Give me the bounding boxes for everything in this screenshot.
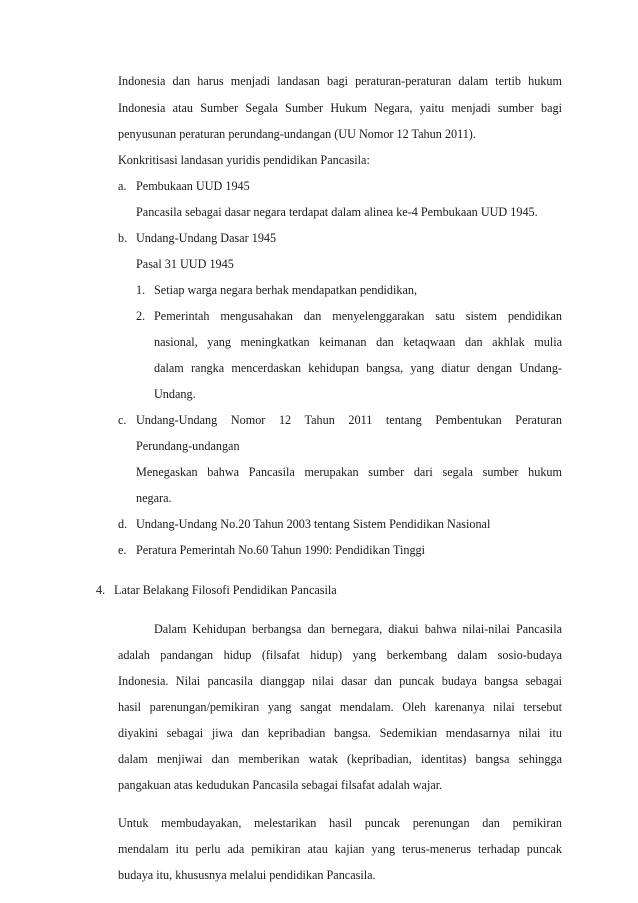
sub-list-label: 1. [136, 283, 146, 297]
paragraph-line: Dalam Kehidupan berbangsa dan bernegara, diakui bahwa nilai-nilai Pancasila [154, 622, 562, 636]
sub-list-item: nasional, yang meningkatkan keimanan dan ketaqwaan dan akhlak mulia [154, 335, 562, 349]
list-item-desc: Pasal 31 UUD 1945 [136, 257, 234, 271]
list-label: b. [118, 231, 128, 245]
paragraph-line: Indonesia atau Sumber Segala Sumber Hukum Negara, yaitu menjadi sumber bagi [118, 101, 562, 115]
list-item-title: Pembukaan UUD 1945 [136, 179, 250, 193]
list-label: d. [118, 517, 128, 531]
paragraph-line: Indonesia dan harus menjadi landasan bagi peraturan-peraturan dalam tertib hukum [118, 74, 562, 88]
sub-list-label: 2. [136, 309, 146, 323]
list-item-desc: Menegaskan bahwa Pancasila merupakan sumber dari segala sumber hukum [136, 465, 562, 479]
list-item-title: Peratura Pemerintah No.60 Tahun 1990: Pendidikan Tinggi [136, 543, 426, 557]
list-intro: Konkritisasi landasan yuridis pendidikan Pancasila: [118, 153, 370, 167]
list-item-title: Undang-Undang Nomor 12 Tahun 2011 tentang Pembentukan Peraturan [136, 413, 562, 427]
paragraph-line: diyakini sebagai jiwa dan kepribadian bangsa. Sedemikian mendasarnya nilai itu [118, 726, 562, 740]
paragraph-line: pangakuan atas kedudukan Pancasila sebagai filsafat adalah wajar. [118, 778, 443, 792]
sub-list-item: Pemerintah mengusahakan dan menyelenggarakan satu sistem pendidikan [154, 309, 562, 323]
paragraph-line: penyusunan peraturan perundang-undangan (UU Nomor 12 Tahun 2011). [118, 127, 476, 141]
list-item-desc: negara. [136, 491, 172, 505]
sub-list-item: dalam rangka mencerdaskan kehidupan bangsa, yang diatur dengan Undang- [154, 361, 562, 375]
paragraph-line: Untuk membudayakan, melestarikan hasil puncak perenungan dan pemikiran [118, 816, 562, 830]
paragraph-line: hasil parenungan/pemikiran yang sangat mendalam. Oleh karenanya nilai tersebut [118, 700, 562, 714]
list-item-title: Undang-Undang Dasar 1945 [136, 231, 277, 245]
list-label: e. [118, 543, 127, 557]
paragraph-line: Indonesia. Nilai pancasila dianggap nilai dasar dan puncak budaya bangsa sebagai [118, 674, 562, 688]
paragraph-line: adalah pandangan hidup (filsafat hidup) yang berkembang dalam sosio-budaya [118, 648, 562, 662]
paragraph-line: mendalam itu perlu ada pemikiran atau kajian yang terus-menerus terhadap puncak [118, 842, 562, 856]
list-item-title: Undang-Undang No.20 Tahun 2003 tentang Sistem Pendidikan Nasional [136, 517, 491, 531]
section-heading: Latar Belakang Filosofi Pendidikan Pancasila [114, 583, 337, 597]
list-item-title: Perundang-undangan [136, 439, 240, 453]
list-item-desc: Pancasila sebagai dasar negara terdapat dalam alinea ke-4 Pembukaan UUD 1945. [136, 205, 538, 219]
list-label: c. [118, 413, 127, 427]
section-number: 4. [96, 583, 106, 597]
paragraph-line: budaya itu, khususnya melalui pendidikan Pancasila. [118, 868, 376, 882]
list-label: a. [118, 179, 127, 193]
sub-list-item: Undang. [154, 387, 196, 401]
paragraph-line: dalam menjiwai dan memberikan watak (kepribadian, identitas) bangsa sehingga [118, 752, 562, 766]
sub-list-item: Setiap warga negara berhak mendapatkan pendidikan, [154, 283, 418, 297]
